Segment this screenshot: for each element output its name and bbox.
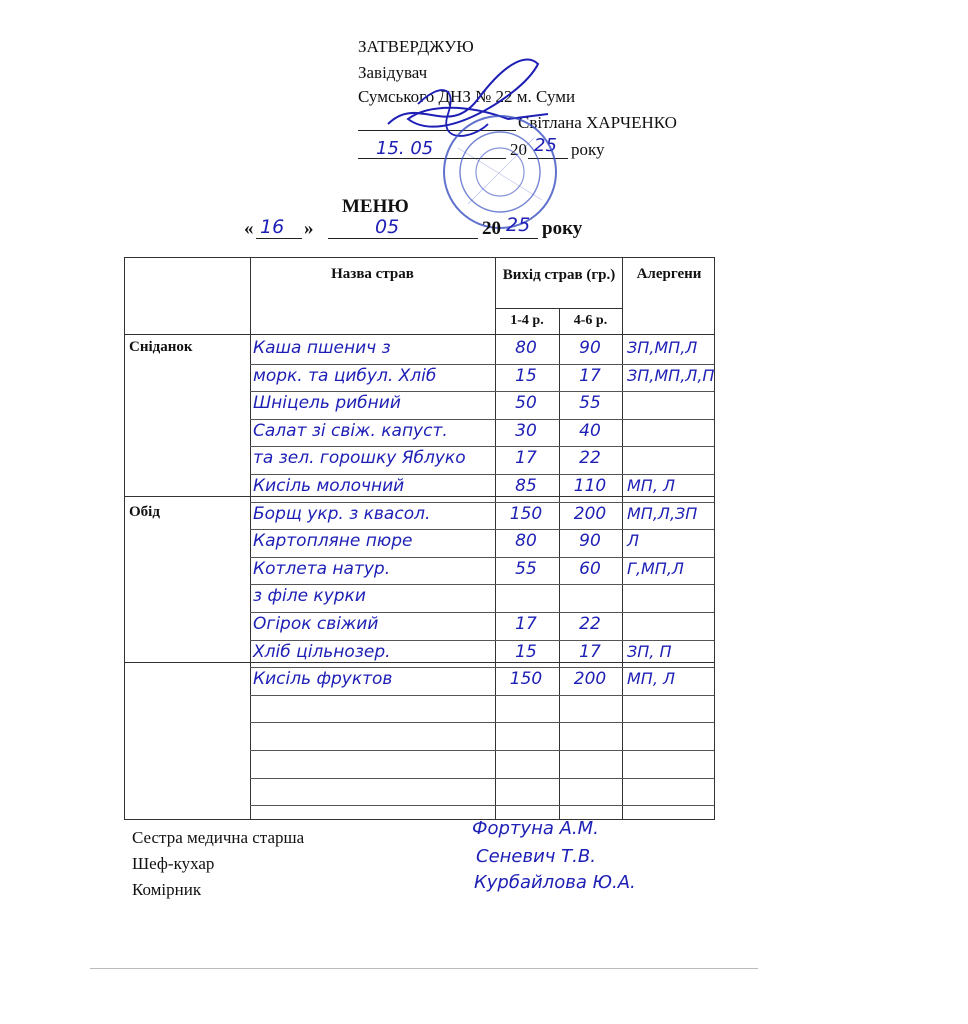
yield-4-6: 40	[579, 420, 601, 441]
row-divider	[250, 557, 714, 558]
allergens: МП,Л,ЗП	[627, 503, 698, 523]
menu-year-suffix: 25	[506, 214, 531, 236]
row-divider	[250, 584, 714, 585]
yield-1-4: 150	[509, 669, 543, 690]
menu-year-word: року	[542, 218, 583, 239]
allergens: МП, Л	[627, 669, 676, 689]
row-divider	[250, 612, 714, 613]
row-divider	[250, 667, 714, 668]
menu-day: 16	[260, 216, 285, 238]
allergens: ЗП,МП,Л,П	[627, 365, 715, 385]
yield-1-4: 80	[515, 338, 537, 358]
menu-close-quote: »	[304, 218, 314, 239]
dish-name: Салат зі свіж. капуст.	[253, 420, 448, 441]
dish-name: Кисіль молочний	[253, 476, 405, 496]
yield-1-4: 55	[515, 558, 537, 579]
menu-day-line	[256, 238, 302, 239]
yield-4-6: 17	[579, 641, 601, 662]
approval-name: Світлана ХАРЧЕНКО	[518, 113, 677, 132]
yield-4-6: 200	[573, 503, 607, 524]
approval-year-prefix: 20	[510, 140, 527, 159]
row-divider	[250, 778, 714, 779]
yield-4-6: 90	[579, 338, 601, 358]
allergens: ЗП, П	[627, 641, 672, 661]
dish-name: Огірок свіжий	[253, 614, 379, 634]
dish-name: Котлета натур.	[253, 558, 391, 579]
menu-year-line	[500, 238, 538, 239]
row-divider	[250, 364, 714, 365]
yield-1-4: 15	[515, 365, 537, 386]
dish-name: морк. та цибул. Хліб	[253, 365, 437, 386]
dish-name: Картопляне пюре	[253, 531, 413, 552]
row-divider	[250, 474, 714, 475]
role-chef: Шеф-кухар	[132, 854, 215, 873]
row-divider	[250, 419, 714, 420]
menu-open-quote: «	[244, 218, 254, 239]
yield-4-6: 110	[573, 476, 607, 496]
signature-storekeeper: Курбайлова Ю.А.	[474, 872, 636, 893]
row-divider	[250, 502, 714, 503]
row-divider	[250, 750, 714, 751]
allergens: Л	[627, 531, 640, 551]
yield-4-6: 17	[579, 365, 601, 386]
header-yield: Вихід страв (гр.)	[502, 267, 616, 283]
role-nurse: Сестра медична старша	[132, 828, 305, 847]
menu-year-prefix: 20	[482, 218, 501, 239]
approval-institution: Сумського ДНЗ № 22 м. Суми	[358, 87, 576, 106]
dish-name: Кисіль фруктов	[253, 669, 393, 690]
approval-date-day-month: 15. 05	[376, 138, 434, 159]
approval-position: Завідувач	[358, 63, 428, 82]
yield-1-4: 30	[515, 420, 537, 441]
yield-4-6: 200	[573, 669, 607, 690]
yield-1-4: 150	[509, 503, 543, 524]
row-divider	[250, 391, 714, 392]
approval-year-suffix: 25	[534, 135, 557, 156]
row-divider	[250, 640, 714, 641]
dish-name: Борщ укр. з квасол.	[253, 503, 431, 524]
dish-name: Хліб цільнозер.	[253, 641, 391, 662]
row-divider	[250, 446, 714, 447]
yield-1-4: 17	[515, 614, 537, 634]
meal-lunch: Обід	[129, 504, 160, 520]
menu-title: МЕНЮ	[342, 196, 409, 217]
dish-name: Каша пшенич з	[253, 338, 391, 358]
dish-name: та зел. горошку Яблуко	[253, 448, 466, 469]
menu-table	[124, 257, 715, 820]
approval-title: ЗАТВЕРДЖУЮ	[358, 37, 474, 56]
yield-4-6: 22	[579, 448, 601, 469]
header-age-4-6: 4-6 р.	[573, 313, 608, 328]
yield-1-4: 85	[515, 476, 537, 496]
page-bottom-rule	[90, 968, 758, 969]
menu-month-line	[328, 238, 478, 239]
allergens: МП, Л	[627, 476, 676, 495]
yield-4-6: 22	[579, 614, 601, 634]
row-divider	[250, 695, 714, 696]
dish-name: Шніцель рибний	[253, 393, 401, 414]
signature-chef: Сеневич Т.В.	[476, 846, 596, 867]
allergens: ЗП,МП,Л	[627, 338, 698, 357]
menu-month: 05	[375, 216, 400, 238]
yield-1-4: 50	[515, 393, 537, 414]
yield-1-4: 17	[515, 448, 537, 469]
yield-1-4: 15	[515, 641, 537, 662]
yield-4-6: 55	[579, 393, 601, 414]
meal-breakfast: Сніданок	[129, 339, 193, 355]
header-allergens: Алергени	[636, 266, 702, 282]
yield-1-4: 80	[515, 531, 537, 552]
row-divider	[250, 529, 714, 530]
row-divider	[250, 805, 714, 806]
approval-year-word: року	[571, 140, 605, 159]
header-age-1-4: 1-4 р.	[510, 313, 544, 328]
dish-name: з філе курки	[253, 586, 366, 607]
row-divider	[250, 722, 714, 723]
yield-4-6: 90	[579, 531, 601, 552]
signature-nurse: Фортуна А.М.	[472, 818, 599, 839]
allergens: Г,МП,Л	[627, 558, 684, 578]
header-dish: Назва страв	[331, 266, 414, 282]
role-storekeeper: Комірник	[132, 880, 202, 899]
yield-4-6: 60	[579, 558, 601, 579]
